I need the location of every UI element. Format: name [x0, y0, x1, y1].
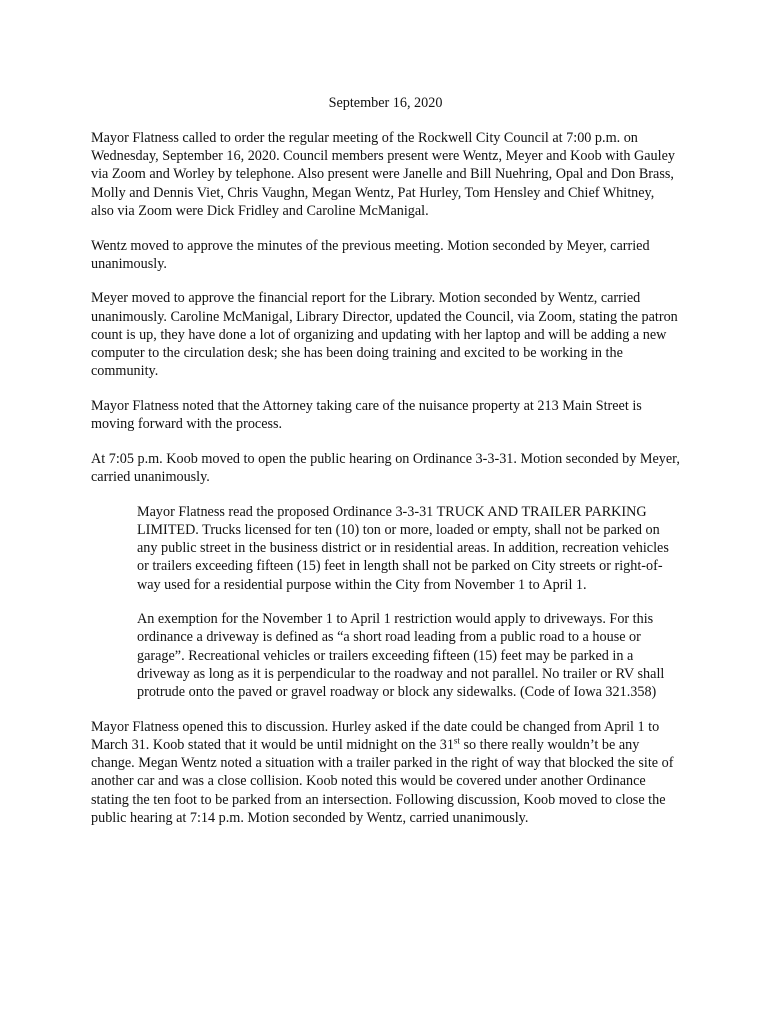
- ordinal-suffix: st: [453, 735, 460, 746]
- paragraph-ordinance-text: Mayor Flatness read the proposed Ordinance 3-3-31 TRUCK AND TRAILER PARKING LIMITED. Trucks licensed for ten (10) ton or more, loaded or empty, shall not be parked on any public street in the business district or in residential areas. In addition, recreation vehicles or trailers exceeding fifteen (15) feet in length shall not be parked on City streets or right-of-way used for a residential purpose within the City from November 1 to April 1.: [137, 503, 669, 593]
- paragraph-open-public-hearing: At 7:05 p.m. Koob moved to open the public hearing on Ordinance 3-3-31. Motion seconded by Meyer, carried unanimously.: [91, 450, 680, 486]
- paragraph-minutes-approval: Wentz moved to approve the minutes of the previous meeting. Motion seconded by Meyer, carried unanimously.: [91, 237, 650, 272]
- meeting-date: September 16, 2020: [328, 95, 443, 111]
- discussion-text-part-1: Mayor Flatness opened this to discussion. Hurley asked if the date could be changed from April 1 to March 31. Koob stated that it would be until midnight on the 31: [91, 718, 660, 753]
- paragraph-nuisance-property: Mayor Flatness noted that the Attorney taking care of the nuisance property at 213 Main Street is moving forward with the process.: [91, 397, 642, 433]
- paragraph-library-report: Meyer moved to approve the financial report for the Library. Motion seconded by Wentz, carried unanimously. Caroline McManigal, Library Director, updated the Council, via Zoom, stating the patron count is up, they have done a lot of organizing and updating with her laptop and will be adding a new computer to the circulation desk; she has been doing training and excited to be working in the community.: [91, 290, 678, 380]
- paragraph-ordinance-exemption: An exemption for the November 1 to April 1 restriction would apply to driveways. For this ordinance a driveway is defined as “a short road leading from a public road to a house or garage”. Recreational vehicles or trailers exceeding fifteen (15) feet may be parked in a driveway as long as it is perpendicular to the roadway and not parallel. No trailer or RV shall protrude onto the paved or gravel roadway or block any sidewalks. (Code of Iowa 321.358): [137, 611, 665, 701]
- paragraph-discussion: [91, 718, 680, 827]
- paragraph-call-to-order: Mayor Flatness called to order the regular meeting of the Rockwell City Council at 7:00 p.m. on Wednesday, September 16, 2020. Council members present were Wentz, Meyer and Koob with Gauley via Zoom and Worley by telephone. Also present were Janelle and Bill Nuehring, Opal and Don Brass, Molly and Dennis Viet, Chris Vaughn, Megan Wentz, Pat Hurley, Tom Hensley and Chief Whitney, also via Zoom were Dick Fridley and Caroline McManigal.: [91, 130, 675, 219]
- discussion-text-part-2: so there really wouldn’t be any change. Megan Wentz noted a situation with a trailer parked in the right of way that blocked the site of another car and was a close collision. Koob noted this would be covered under another Ordinance stating the ten foot to be parked from an intersection. Following discussion, Koob moved to close the public hearing at 7:14 p.m. Motion seconded by Wentz, carried unanimously.: [91, 736, 674, 826]
